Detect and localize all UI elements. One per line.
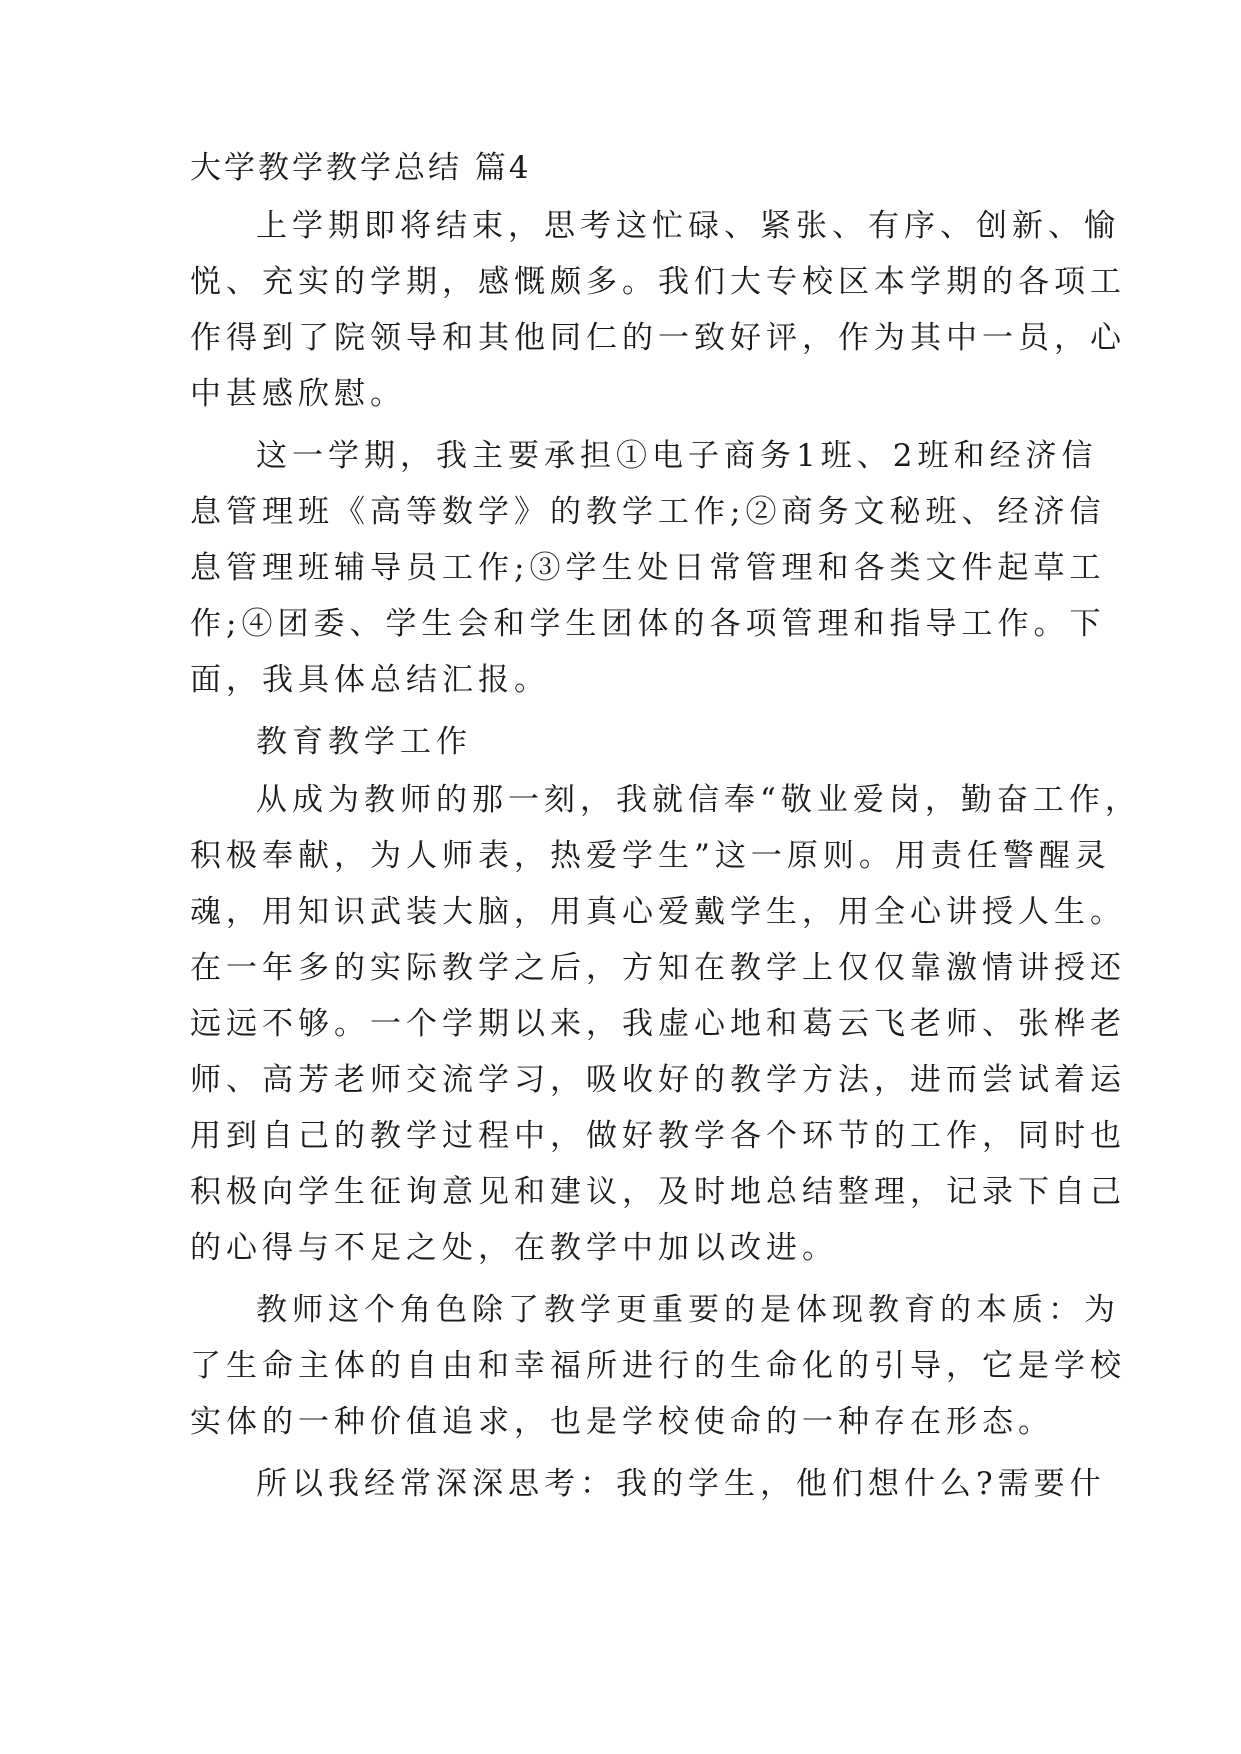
paragraph-3-line-6: 师、高芳老师交流学习，吸收好的教学方法，进而尝试着运 bbox=[190, 1062, 1126, 1098]
document-title: 大学教学教学总结 篇4 bbox=[190, 150, 532, 186]
paragraph-2-line-5: 面，我具体总结汇报。 bbox=[190, 662, 550, 698]
paragraph-3-line-1: 从成为教师的那一刻，我就信奉“敬业爱岗，勤奋工作， bbox=[256, 782, 1141, 818]
paragraph-4-line-1: 教师这个角色除了教学更重要的是体现教育的本质：为 bbox=[256, 1292, 1120, 1328]
paragraph-2-line-3: 息管理班辅导员工作;③学生处日常管理和各类文件起草工 bbox=[190, 550, 1106, 586]
paragraph-3-line-4: 在一年多的实际教学之后，方知在教学上仅仅靠激情讲授还 bbox=[190, 950, 1126, 986]
paragraph-2-line-2: 息管理班《高等数学》的教学工作;②商务文秘班、经济信 bbox=[190, 494, 1106, 530]
paragraph-5-line-1: 所以我经常深深思考：我的学生，他们想什么?需要什 bbox=[256, 1466, 1106, 1502]
paragraph-3-line-9: 的心得与不足之处，在教学中加以改进。 bbox=[190, 1230, 838, 1266]
paragraph-1-line-3: 作得到了院领导和其他同仁的一致好评，作为其中一员，心 bbox=[190, 320, 1126, 356]
paragraph-3-line-3: 魂，用知识武装大脑，用真心爱戴学生，用全心讲授人生。 bbox=[190, 894, 1126, 930]
paragraph-1-line-1: 上学期即将结束，思考这忙碌、紧张、有序、创新、愉 bbox=[256, 208, 1120, 244]
paragraph-3-line-8: 积极向学生征询意见和建议，及时地总结整理，记录下自己 bbox=[190, 1174, 1126, 1210]
section-heading: 教育教学工作 bbox=[256, 724, 472, 760]
paragraph-3-line-5: 远远不够。一个学期以来，我虚心地和葛云飞老师、张桦老 bbox=[190, 1006, 1126, 1042]
paragraph-1-line-2: 悦、充实的学期，感慨颇多。我们大专校区本学期的各项工 bbox=[190, 264, 1126, 300]
paragraph-3-line-2: 积极奉献，为人师表，热爱学生”这一原则。用责任警醒灵 bbox=[190, 838, 1111, 874]
paragraph-4-line-2: 了生命主体的自由和幸福所进行的生命化的引导，它是学校 bbox=[190, 1348, 1126, 1384]
paragraph-2-line-1: 这一学期，我主要承担①电子商务1班、2班和经济信 bbox=[256, 438, 1098, 474]
paragraph-2-line-4: 作;④团委、学生会和学生团体的各项管理和指导工作。下 bbox=[190, 606, 1106, 642]
paragraph-3-line-7: 用到自己的教学过程中，做好教学各个环节的工作，同时也 bbox=[190, 1118, 1126, 1154]
paragraph-4-line-3: 实体的一种价值追求，也是学校使命的一种存在形态。 bbox=[190, 1404, 1054, 1440]
paragraph-1-line-4: 中甚感欣慰。 bbox=[190, 376, 406, 412]
